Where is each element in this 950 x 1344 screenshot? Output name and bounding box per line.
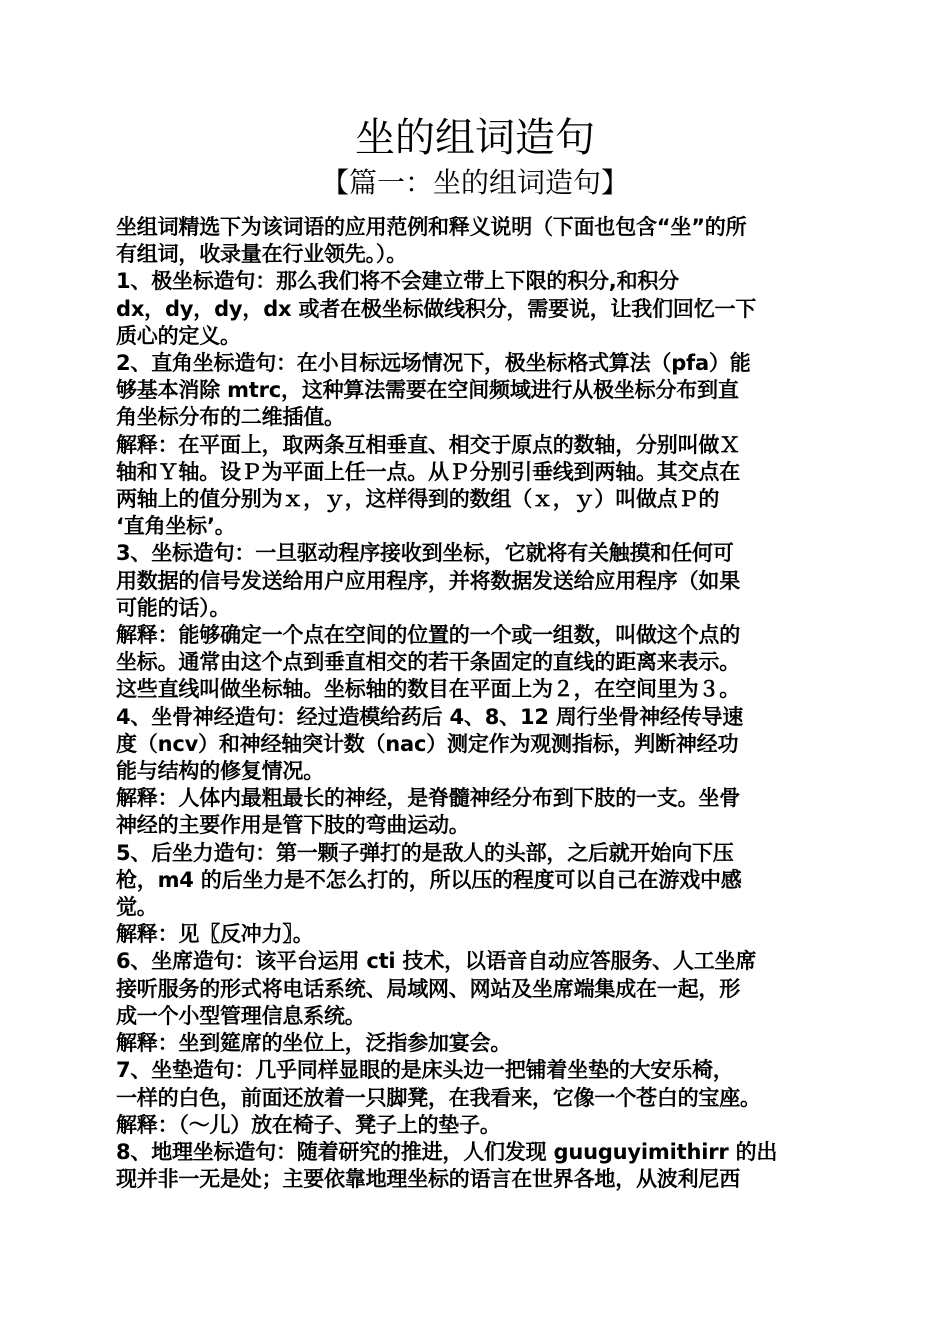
body-line: 接听服务的形式将电话系统、局域网、网站及坐席端集成在一起，形 (116, 976, 740, 1001)
body-line: 坐标。通常由这个点到垂直相交的若干条固定的直线的距离来表示。 (116, 650, 740, 675)
body-line: 可能的话）。 (116, 595, 231, 620)
body-line: 用数据的信号发送给用户应用程序，并将数据发送给应用程序（如果 (116, 568, 740, 593)
body-line: 解释：（～儿）放在椅子、凳子上的垫子。 (116, 1112, 501, 1137)
body-line: 这些直线叫做坐标轴。坐标轴的数目在平面上为２，在空间里为３。 (116, 677, 740, 702)
body-line: 质心的定义。 (116, 323, 241, 348)
body-line: dx，dy，dy，dx 或者在极坐标做线积分，需要说，让我们回忆一下 (116, 296, 757, 321)
body-line: 觉。 (116, 895, 158, 920)
document-subtitle: 【篇一：坐的组词造句】 (320, 166, 629, 199)
body-line: 坐组词精选下为该词语的应用范例和释义说明（下面也包含“坐”的所 (116, 215, 747, 239)
body-line: 1、极坐标造句：那么我们将不会建立带上下限的积分,和积分 (116, 269, 679, 294)
body-line: 两轴上的值分别为ｘ，ｙ，这样得到的数组（ｘ，ｙ）叫做点Ｐ的 (116, 487, 720, 512)
body-line: 解释：在平面上，取两条互相垂直、相交于原点的数轴，分别叫做Ｘ (116, 432, 740, 457)
body-line: 够基本消除 mtrc，这种算法需要在空间频域进行从极坐标分布到直 (116, 378, 739, 403)
body-line: 8、地理坐标造句：随着研究的推进，人们发现 guuguyimithirr 的出 (116, 1139, 778, 1164)
body-line: 7、坐垫造句：几乎同样显眼的是床头边一把铺着坐垫的大安乐椅， (116, 1058, 734, 1083)
document-title: 坐的组词造句 (355, 115, 595, 161)
body-line: 度（ncv）和神经轴突计数（nac）测定作为观测指标，判断神经功 (116, 731, 739, 756)
body-line: 成一个小型管理信息系统。 (116, 1003, 366, 1028)
body-line: 枪，m4 的后坐力是不怎么打的，所以压的程度可以自己在游戏中感 (116, 867, 742, 892)
body-line: 解释：坐到筵席的坐位上，泛指参加宴会。 (116, 1031, 512, 1056)
body-line: 现并非一无是处；主要依靠地理坐标的语言在世界各地，从波利尼西 (116, 1167, 740, 1192)
body-line: 解释：人体内最粗最长的神经，是脊髓神经分布到下肢的一支。坐骨 (116, 786, 740, 811)
body-line: 6、坐席造句：该平台运用 cti 技术，以语音自动应答服务、人工坐席 (116, 949, 757, 974)
document-body (116, 214, 844, 1193)
body-line: 能与结构的修复情况。 (116, 759, 324, 784)
body-line: 角坐标分布的二维插值。 (116, 405, 345, 430)
body-line: 5、后坐力造句：第一颗子弹打的是敌人的头部，之后就开始向下压 (116, 840, 734, 865)
body-line: 3、坐标造句：一旦驱动程序接收到坐标，它就将有关触摸和任何可 (116, 541, 734, 566)
body-line: 解释：能够确定一个点在空间的位置的一个或一组数，叫做这个点的 (116, 623, 740, 648)
body-line: 有组词，收录量在行业领先。）。 (116, 242, 407, 267)
body-line: 神经的主要作用是管下肢的弯曲运动。 (116, 813, 470, 838)
body-line: 轴和Ｙ轴。设Ｐ为平面上任一点。从Ｐ分别引垂线到两轴。其交点在 (116, 459, 740, 484)
body-line: 4、坐骨神经造句：经过造模给药后 4、8、12 周行坐骨神经传导速 (116, 704, 744, 729)
body-line: ‘直角坐标’。 (116, 514, 236, 539)
body-line: 一样的白色，前面还放着一只脚凳，在我看来，它像一个苍白的宝座。 (116, 1085, 761, 1110)
body-line: 2、直角坐标造句：在小目标远场情况下，极坐标格式算法（pfa）能 (116, 351, 751, 376)
body-line: 解释：见〖反冲力〗。 (116, 922, 314, 947)
